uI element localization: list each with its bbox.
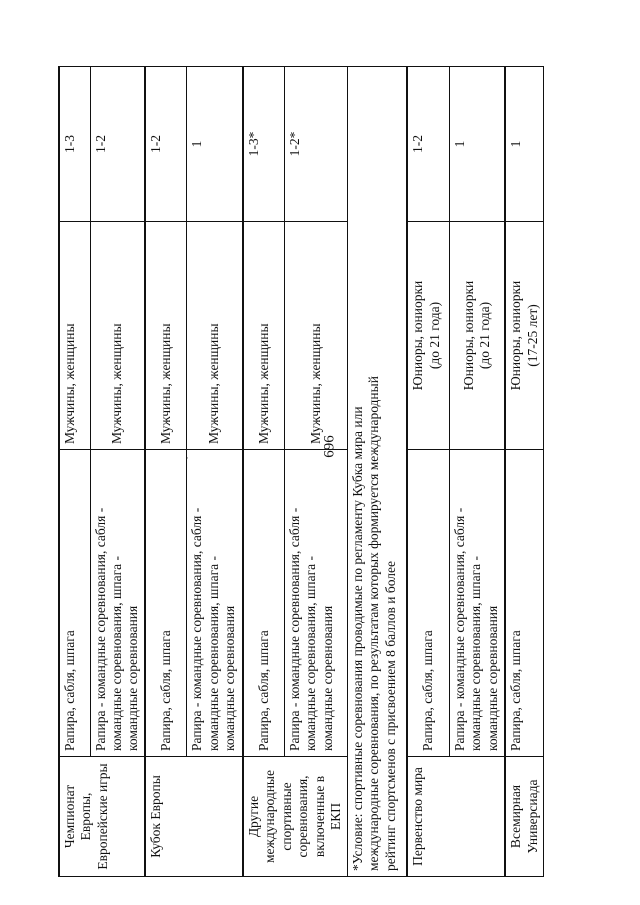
group-cell: Юниоры, юниорки (17-25 лет) bbox=[505, 222, 543, 450]
discipline-cell: Рапира - командные соревнования, сабля - командные соревнования, шпага - командные соревнования bbox=[90, 450, 145, 757]
places-cell: 1-2* bbox=[284, 67, 347, 222]
table-row bbox=[449, 67, 505, 877]
table-row bbox=[505, 67, 543, 877]
group-cell: Мужчины, женщины bbox=[59, 222, 90, 450]
discipline-cell: Рапира, сабля, шпага bbox=[505, 450, 543, 757]
places-cell: 1-2 bbox=[407, 67, 449, 222]
discipline-cell: Рапира - командные соревнования, сабля - командные соревнования, шпага - командные соревнования bbox=[449, 450, 505, 757]
table-row bbox=[145, 67, 187, 877]
places-cell: 1 bbox=[187, 67, 243, 222]
event-cell: Кубок Европы bbox=[145, 757, 243, 877]
table-frame bbox=[58, 67, 540, 877]
scan-speck: · bbox=[186, 453, 189, 463]
table-row bbox=[90, 67, 145, 877]
event-cell: Другие международные спортивные соревнования, включенные в ЕКП bbox=[243, 757, 347, 877]
places-cell: 1 bbox=[505, 67, 543, 222]
group-cell: Юниоры, юниорки (до 21 года) bbox=[407, 222, 449, 450]
group-cell: Мужчины, женщины bbox=[145, 222, 187, 450]
group-cell: Мужчины, женщины bbox=[187, 222, 243, 450]
table-row bbox=[187, 67, 243, 877]
places-cell: 1-2 bbox=[145, 67, 187, 222]
group-cell: Мужчины, женщины bbox=[284, 222, 347, 450]
ranking-table bbox=[58, 66, 544, 877]
table-row bbox=[407, 67, 449, 877]
discipline-cell: Рапира, сабля, шпага bbox=[145, 450, 187, 757]
table-row bbox=[284, 67, 347, 877]
table-row bbox=[347, 67, 407, 877]
page-number: 696 bbox=[321, 435, 338, 458]
group-cell: Мужчины, женщины bbox=[90, 222, 145, 450]
group-cell: Юниоры, юниорки (до 21 года) bbox=[449, 222, 505, 450]
discipline-cell: Рапира, сабля, шпага bbox=[407, 450, 449, 757]
group-cell: Мужчины, женщины bbox=[243, 222, 285, 450]
places-cell: 1-2 bbox=[90, 67, 145, 222]
discipline-cell: Рапира - командные соревнования, сабля - командные соревнования, шпага - командные соревнования bbox=[284, 450, 347, 757]
places-cell: 1-3* bbox=[243, 67, 285, 222]
table-row bbox=[243, 67, 285, 877]
event-cell: Всемирная Универсиада bbox=[505, 757, 543, 877]
discipline-cell: Рапира, сабля, шпага bbox=[59, 450, 90, 757]
places-cell: 1-3 bbox=[59, 67, 90, 222]
places-cell: 1 bbox=[449, 67, 505, 222]
table-row bbox=[59, 67, 90, 877]
event-cell: Первенство мира bbox=[407, 757, 505, 877]
discipline-cell: Рапира, сабля, шпага bbox=[243, 450, 285, 757]
event-cell: Чемпионат Европы, Европейские игры bbox=[59, 757, 145, 877]
footnote-cell: *Условие: спортивные соревнования проводимые по регламенту Кубка мира или международные соревнования, по результатам которых формируется международный рейтинг спортсменов с присвоением 8 баллов и более bbox=[347, 67, 407, 877]
discipline-cell: Рапира - командные соревнования, сабля - командные соревнования, шпага - командные соревнования bbox=[187, 450, 243, 757]
rotated-page-area bbox=[58, 67, 540, 877]
